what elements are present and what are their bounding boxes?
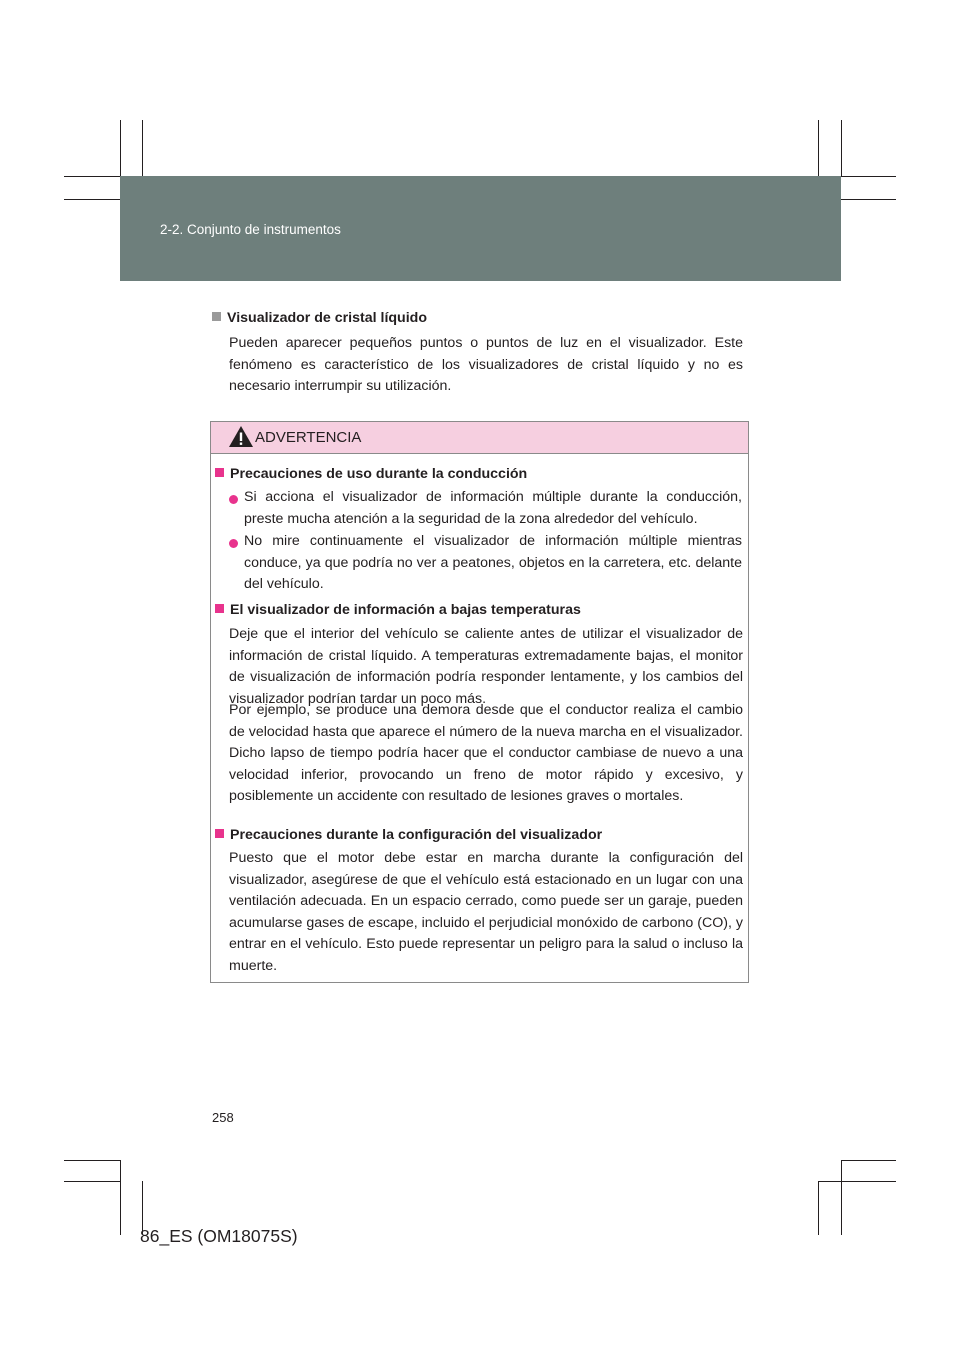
circle-bullet-icon	[229, 495, 238, 504]
crop-mark	[120, 1160, 121, 1235]
crop-mark	[64, 1181, 120, 1182]
warning-section-title-text: Precauciones durante la configuración del visualizador	[230, 827, 603, 843]
crop-mark	[120, 120, 121, 176]
warning-triangle-icon	[228, 425, 254, 448]
crop-mark	[818, 120, 819, 176]
warning-paragraph: Por ejemplo, se produce una demora desde que el conductor realiza el cambio de velocidad hasta que aparece el número de la nueva marcha en el visualizador. Dicho lapso de tiempo podría hacer que el conductor cambiase de nuevo a una velocidad inferior, provocando un freno de motor rápido y excesivo, y posiblemente un accidente con resultado de lesiones graves o mortales.	[229, 702, 743, 804]
crop-mark	[841, 176, 896, 177]
crop-mark	[818, 1181, 896, 1182]
warning-paragraph: Deje que el interior del vehículo se caliente antes de utilizar el visualizador de información de cristal líquido. A temperaturas extremadamente bajas, el monitor de visualización de información podría responder lentamente, y los cambios del visualizador podrían tardar un poco más.	[229, 626, 743, 707]
intro-title-text: Visualizador de cristal líquido	[227, 310, 427, 326]
crop-mark	[841, 120, 842, 176]
warning-section-title	[215, 602, 581, 618]
section-title: 2-2. Conjunto de instrumentos	[160, 222, 341, 237]
crop-mark	[142, 120, 143, 176]
square-bullet-icon	[212, 312, 221, 321]
crop-mark	[818, 1181, 819, 1235]
warning-bullet: Si acciona el visualizador de información múltiple durante la conducción, preste mucha atención a la seguridad de la zona alrededor del vehículo.	[244, 489, 742, 527]
crop-mark	[841, 199, 896, 200]
warning-section-title-text: El visualizador de información a bajas temperaturas	[230, 602, 581, 618]
warning-section-title-text: Precauciones de uso durante la conducción	[230, 466, 528, 482]
warning-bullet: No mire continuamente el visualizador de información múltiple mientras conduce, ya que podría no ver a peatones, objetos en la carretera, etc. delante del vehículo.	[244, 533, 742, 592]
warning-section-title	[215, 466, 527, 482]
manual-code: 86_ES (OM18075S)	[140, 1226, 298, 1246]
intro-paragraph: Pueden aparecer pequeños puntos o puntos de luz en el visualizador. Este fenómeno es característico de los visualizadores de cristal líquido y no es necesario interrumpir su utilización.	[229, 335, 743, 394]
intro-section-title	[212, 310, 427, 326]
crop-mark	[64, 199, 120, 200]
warning-header	[211, 422, 748, 454]
warning-section-title	[215, 827, 602, 843]
crop-mark	[841, 1160, 896, 1161]
warning-label: ADVERTENCIA	[255, 429, 362, 446]
crop-mark	[64, 176, 120, 177]
crop-mark	[841, 1160, 842, 1235]
page-number: 258	[212, 1110, 234, 1125]
square-bullet-icon	[215, 468, 224, 477]
section-header-band	[120, 176, 841, 281]
circle-bullet-icon	[229, 539, 238, 548]
crop-mark	[64, 1160, 120, 1161]
square-bullet-icon	[215, 604, 224, 613]
warning-paragraph: Puesto que el motor debe estar en marcha durante la configuración del visualizador, asegúrese de que el vehículo está estacionado en un lugar con una ventilación adecuada. En un espacio cerrado, como puede ser un garaje, pueden acumularse gases de escape, incluido el perjudicial monóxido de carbono (CO), y entrar en el vehículo. Esto puede representar un peligro para la salud o incluso la muerte.	[229, 850, 743, 974]
square-bullet-icon	[215, 829, 224, 838]
